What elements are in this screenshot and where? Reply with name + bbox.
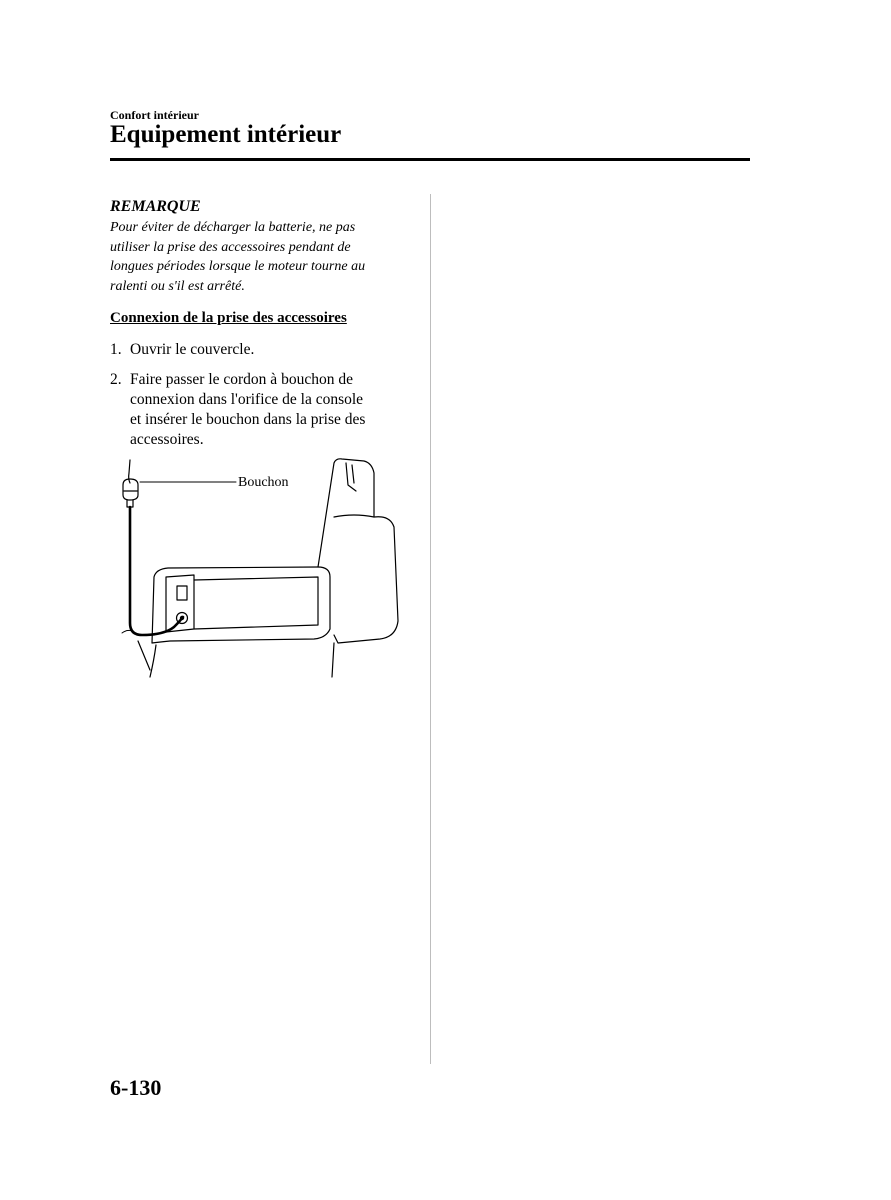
step-number: 1. — [110, 341, 122, 358]
console-side — [138, 641, 150, 670]
plug-body — [123, 479, 138, 500]
note-line: longues périodes lorsque le moteur tourne au — [110, 259, 366, 274]
note-line: ralenti ou s'il est arrêté. — [110, 278, 245, 294]
step-text: accessoires. — [130, 431, 204, 448]
step-text: Ouvrir le couvercle. — [130, 341, 255, 358]
step-text: connexion dans l'orifice de la console — [130, 391, 364, 408]
callout-label: Bouchon — [238, 475, 289, 490]
socket-cap — [177, 586, 187, 600]
step-number: 2. — [110, 371, 122, 388]
note-heading: REMARQUE — [110, 198, 201, 215]
page-title: Equipement intérieur — [110, 121, 342, 148]
title-rule — [110, 158, 750, 161]
connection-heading: Connexion de la prise des accessoires — [110, 310, 347, 326]
cord — [130, 507, 183, 635]
note-text — [110, 218, 410, 296]
step-text: et insérer le bouchon dans la prise des — [130, 411, 366, 428]
note-line: Pour éviter de décharger la batterie, ne pas — [110, 220, 356, 235]
page-number: 6-130 — [110, 1075, 162, 1100]
bin-floor — [194, 577, 318, 629]
column-divider — [430, 194, 431, 1064]
section-label: Confort intérieur — [110, 108, 199, 122]
step-text: Faire passer le cordon à bouchon de — [130, 371, 353, 388]
note-line: utiliser la prise des accessoires pendant de — [110, 239, 351, 255]
